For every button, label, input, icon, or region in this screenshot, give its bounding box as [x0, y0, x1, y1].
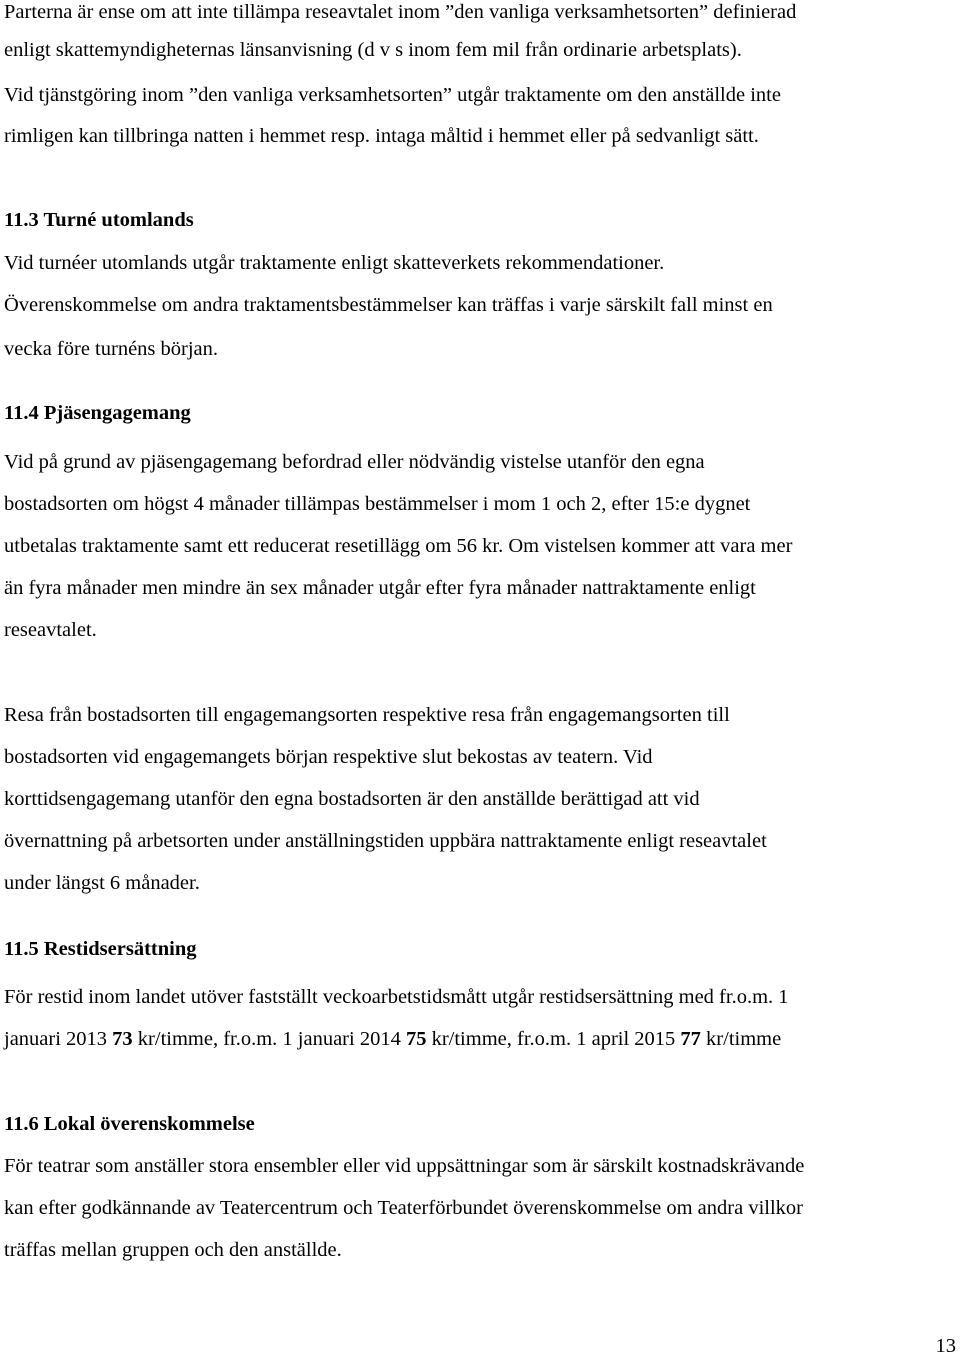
paragraph-line: än fyra månader men mindre än sex månader utgår efter fyra månader nattraktamente enligt: [4, 577, 756, 599]
rate-text: kr/timme: [700, 1028, 782, 1050]
paragraph-line: vecka före turnéns början.: [4, 338, 219, 360]
intro-line: Vid tjänstgöring inom ”den vanliga verksamhetsorten” utgår traktamente om den anställde inte: [4, 84, 781, 106]
rate-text: januari 2013: [4, 1028, 113, 1050]
paragraph-line: För teatrar som anställer stora ensembler eller vid uppsättningar som är särskilt kostnadskrävande: [4, 1155, 805, 1177]
paragraph-line: bostadsorten vid engagemangets början respektive slut bekostas av teatern. Vid: [4, 746, 653, 768]
rate-value-2013: 73: [112, 1028, 133, 1050]
section-heading-11-4: 11.4 Pjäsengagemang: [4, 402, 191, 424]
rate-text: kr/timme, fr.o.m. 1 april 2015: [426, 1028, 681, 1050]
paragraph-line: Överenskommelse om andra traktamentsbestämmelser kan träffas i varje särskilt fall minst en: [4, 294, 773, 316]
intro-line: enligt skattemyndigheternas länsanvisning (d v s inom fem mil från ordinarie arbetsplats).: [4, 39, 742, 61]
page-number: 13: [935, 1335, 956, 1357]
rate-value-2014: 75: [405, 1028, 427, 1050]
paragraph-line: Vid turnéer utomlands utgår traktamente enligt skatteverkets rekommendationer.: [4, 252, 665, 274]
paragraph-line: bostadsorten om högst 4 månader tillämpas bestämmelser i mom 1 och 2, efter 15:e dygnet: [4, 493, 751, 515]
rate-text: kr/timme, fr.o.m. 1 januari 2014: [132, 1028, 406, 1050]
paragraph-line: kan efter godkännande av Teatercentrum och Teaterförbundet överenskommelse om andra villkor: [4, 1197, 803, 1219]
section-heading-11-5: 11.5 Restidsersättning: [4, 938, 197, 960]
section-heading-11-6: 11.6 Lokal överenskommelse: [4, 1113, 255, 1135]
section-heading-11-3: 11.3 Turné utomlands: [4, 209, 194, 231]
paragraph-line: utbetalas traktamente samt ett reducerat resetillägg om 56 kr. Om vistelsen kommer att vara mer: [4, 535, 793, 557]
paragraph-line: Vid på grund av pjäsengagemang befordrad eller nödvändig vistelse utanför den egna: [4, 451, 705, 473]
paragraph-line: under längst 6 månader.: [4, 872, 200, 894]
intro-line: rimligen kan tillbringa natten i hemmet resp. intaga måltid i hemmet eller på sedvanligt sätt.: [4, 125, 759, 147]
paragraph-line: Resa från bostadsorten till engagemangsorten respektive resa från engagemangsorten till: [4, 704, 730, 726]
paragraph-line: korttidsengagemang utanför den egna bostadsorten är den anställde berättigad att vid: [4, 788, 700, 810]
intro-line: Parterna är ense om att inte tillämpa reseavtalet inom ”den vanliga verksamhetsorten” definierad: [4, 1, 797, 23]
paragraph-line: reseavtalet.: [4, 619, 97, 641]
rate-line: [4, 1027, 781, 1051]
paragraph-line: För restid inom landet utöver fastställt veckoarbetstidsmått utgår restidsersättning med fr.o.m. 1: [4, 986, 789, 1008]
rate-value-2015: 77: [680, 1028, 701, 1050]
paragraph-line: träffas mellan gruppen och den anställde.: [4, 1239, 342, 1261]
paragraph-line: övernattning på arbetsorten under anställningstiden uppbära nattraktamente enligt reseavtalet: [4, 830, 767, 852]
